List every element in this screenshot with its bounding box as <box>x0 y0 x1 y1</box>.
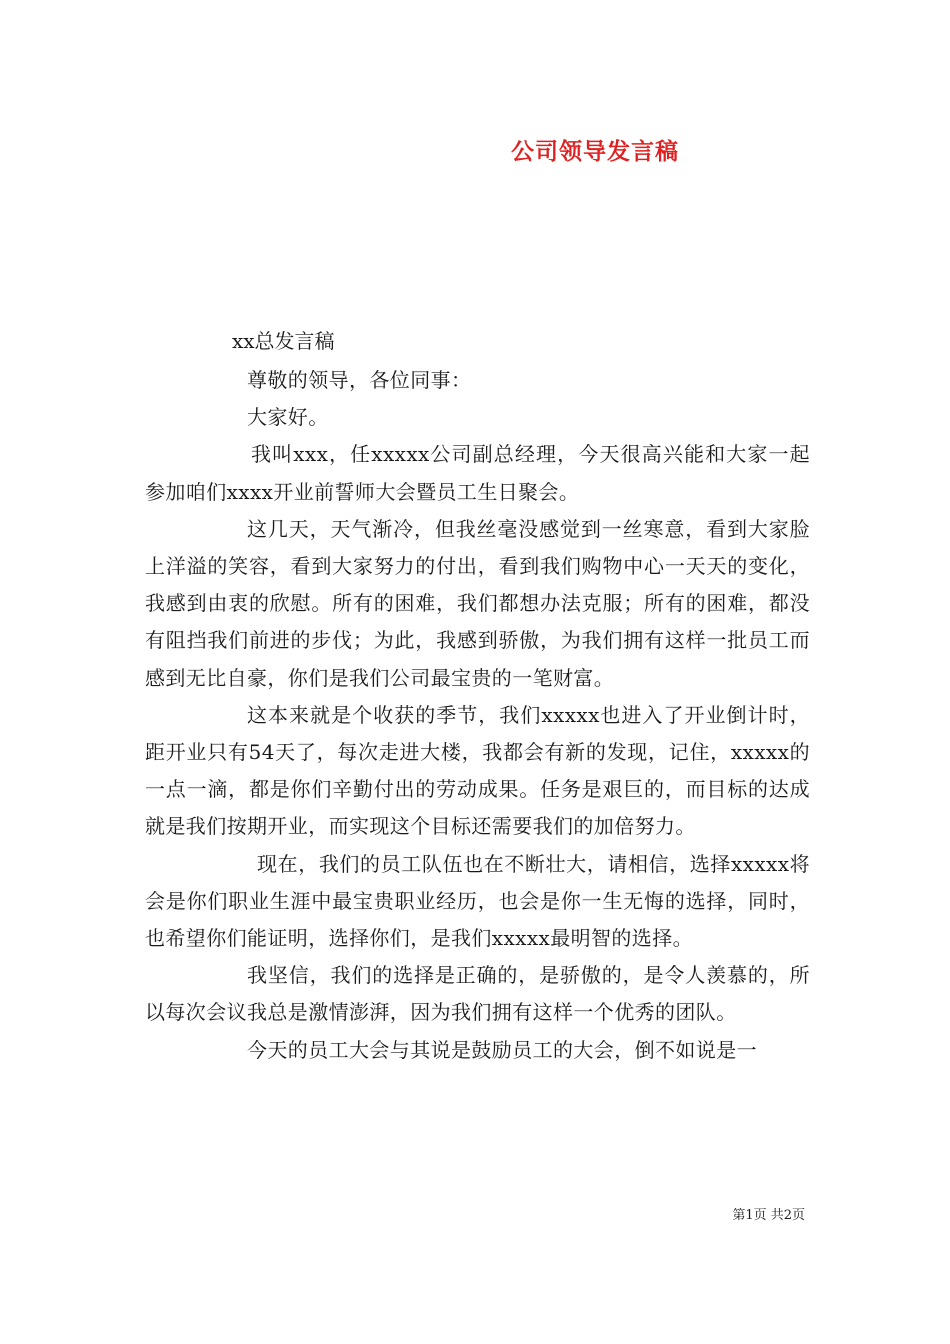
body-paragraph: 这几天，天气渐冷，但我丝毫没感觉到一丝寒意，看到大家脸上洋溢的笑容，看到大家努力的付出，看到我们购物中心一天天的变化，我感到由衷的欣慰。所有的困难，我们都想办法克服；所有的困难，都没有阻挡我们前进的步伐；为此，我感到骄傲，为我们拥有这样一批员工而感到无比自豪，你们是我们公司最宝贵的一笔财富。 <box>145 516 810 690</box>
page-number-footer: 第1页 共2页 <box>732 1208 805 1223</box>
greeting-paragraph: 大家好。 <box>247 405 329 430</box>
document-title: 公司领导发言稿 <box>511 138 679 165</box>
introduction-paragraph: 我叫xxx，任xxxxx公司副总经理，今天很高兴能和大家一起参加咱们xxxx开业前誓师大会暨员工生日聚会。 <box>145 442 810 504</box>
body-paragraph: 今天的员工大会与其说是鼓励员工的大会，倒不如说是一 <box>247 1037 757 1062</box>
body-paragraph: 这本来就是个收获的季节，我们xxxxx也进入了开业倒计时，距开业只有54天了，每次走进大楼，我都会有新的发现，记住，xxxxx的一点一滴，都是你们辛勤付出的劳动成果。任务是艰巨的，而目标的达成就是我们按期开业，而实现这个目标还需要我们的加倍努力。 <box>145 702 810 839</box>
body-paragraph: 我坚信，我们的选择是正确的，是骄傲的，是令人羡慕的，所以每次会议我总是激情澎湃，因为我们拥有这样一个优秀的团队。 <box>145 963 810 1025</box>
salutation-paragraph: 尊敬的领导，各位同事： <box>247 368 472 392</box>
speech-subtitle: xx总发言稿 <box>232 329 335 353</box>
body-paragraph: 现在，我们的员工队伍也在不断壮大，请相信，选择xxxxx将会是你们职业生涯中最宝贵职业经历，也会是你一生无悔的选择，同时，也希望你们能证明，选择你们，是我们xxxxx最明智的选择。 <box>145 851 810 951</box>
document-body <box>145 362 810 1069</box>
